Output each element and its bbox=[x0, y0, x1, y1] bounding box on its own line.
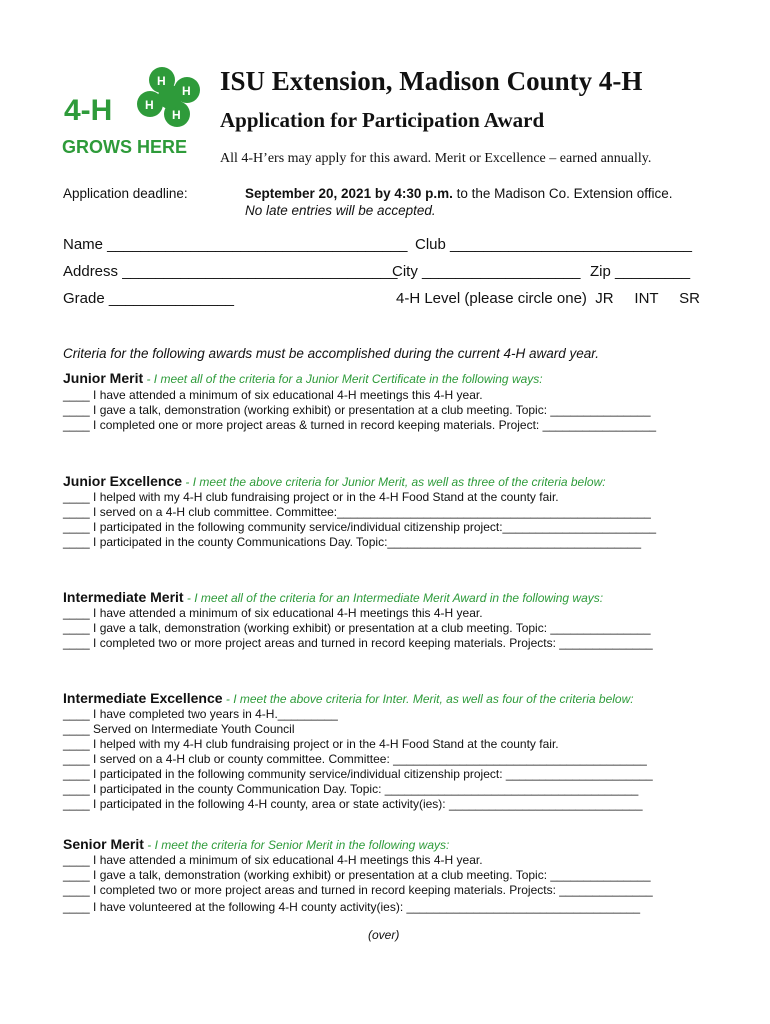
logo-tagline: GROWS HERE bbox=[62, 137, 188, 157]
svg-text:H: H bbox=[182, 84, 191, 98]
level-field[interactable]: 4-H Level (please circle one) JR INT SR bbox=[396, 290, 700, 307]
section-title: Junior Merit bbox=[63, 370, 144, 386]
section-heading-junior-merit bbox=[63, 370, 543, 386]
section-desc: - I meet all of the criteria for an Intermediate Merit Award in the following ways: bbox=[183, 591, 604, 605]
deadline-text bbox=[245, 186, 673, 201]
checklist-item[interactable]: ____ I participated in the following community service/individual citizenship project:_______________________ bbox=[63, 520, 657, 534]
checklist-item[interactable]: ____ I helped with my 4-H club fundraising project or in the 4-H Food Stand at the county fair. bbox=[63, 490, 559, 504]
logo-mark: 4-H bbox=[64, 94, 113, 127]
checklist-item[interactable]: ____ I completed two or more project areas and turned in record keeping materials. Projects: ______________ bbox=[63, 883, 653, 897]
svg-text:H: H bbox=[172, 108, 181, 122]
section-title: Intermediate Excellence bbox=[63, 690, 223, 706]
club-field[interactable]: Club _____________________________ bbox=[415, 236, 692, 253]
svg-text:H: H bbox=[157, 74, 166, 88]
section-title: Junior Excellence bbox=[63, 473, 183, 489]
4h-grows-here-logo bbox=[62, 62, 222, 157]
address-field[interactable]: Address _________________________________ bbox=[63, 263, 398, 280]
section-desc: - I meet the above criteria for Inter. Merit, as well as four of the criteria below: bbox=[222, 692, 634, 706]
section-heading-intermediate-merit bbox=[63, 589, 603, 605]
deadline-label: Application deadline: bbox=[63, 186, 188, 201]
deadline-date: September 20, 2021 by 4:30 p.m. bbox=[245, 186, 453, 201]
checklist-item[interactable]: ____ Served on Intermediate Youth Council bbox=[63, 722, 295, 736]
section-desc: - I meet all of the criteria for a Junior Merit Certificate in the following ways: bbox=[143, 372, 543, 386]
deadline-note: No late entries will be accepted. bbox=[245, 203, 436, 218]
checklist-item[interactable]: ____ I have attended a minimum of six educational 4-H meetings this 4-H year. bbox=[63, 606, 483, 620]
checklist-item[interactable]: ____ I have volunteered at the following 4-H county activity(ies): ___________________________________ bbox=[63, 900, 641, 914]
checklist-item[interactable]: ____ I completed two or more project areas and turned in record keeping materials. Projects: ______________ bbox=[63, 636, 653, 650]
zip-field[interactable]: Zip _________ bbox=[590, 263, 691, 280]
deadline-rest: to the Madison Co. Extension office. bbox=[452, 186, 673, 201]
section-desc: - I meet the criteria for Senior Merit in the following ways: bbox=[143, 838, 450, 852]
checklist-item[interactable]: ____ I gave a talk, demonstration (working exhibit) or presentation at a club meeting. Topic: _______________ bbox=[63, 868, 651, 882]
section-title: Senior Merit bbox=[63, 836, 144, 852]
page-subtitle: Application for Participation Award bbox=[220, 108, 545, 132]
section-heading-intermediate-excellence bbox=[63, 690, 634, 706]
checklist-item[interactable]: ____ I served on a 4-H club or county committee. Committee: ______________________________________ bbox=[63, 752, 647, 766]
svg-text:H: H bbox=[145, 98, 154, 112]
checklist-item[interactable]: ____ I participated in the county Communication Day. Topic: ______________________________________ bbox=[63, 782, 639, 796]
section-title: Intermediate Merit bbox=[63, 589, 184, 605]
checklist-item[interactable]: ____ I participated in the county Communications Day. Topic:______________________________________ bbox=[63, 535, 642, 549]
checklist-item[interactable]: ____ I completed one or more project areas & turned in record keeping materials. Project: _________________ bbox=[63, 418, 657, 432]
section-heading-junior-excellence bbox=[63, 473, 606, 489]
criteria-intro: Criteria for the following awards must be accomplished during the current 4-H award year. bbox=[63, 346, 599, 361]
checklist-item[interactable]: ____ I participated in the following community service/individual citizenship project: ______________________ bbox=[63, 767, 653, 781]
page-title: ISU Extension, Madison County 4-H bbox=[220, 66, 643, 96]
page-footer-over: (over) bbox=[368, 928, 400, 942]
checklist-item[interactable]: ____ I have completed two years in 4-H._________ bbox=[63, 707, 338, 721]
name-field[interactable]: Name ____________________________________ bbox=[63, 236, 408, 253]
grade-field[interactable]: Grade _______________ bbox=[63, 290, 234, 307]
section-desc: - I meet the above criteria for Junior Merit, as well as three of the criteria below: bbox=[182, 475, 606, 489]
checklist-item[interactable]: ____ I have attended a minimum of six educational 4-H meetings this 4-H year. bbox=[63, 853, 483, 867]
city-field[interactable]: City ___________________ bbox=[392, 263, 581, 280]
checklist-item[interactable]: ____ I gave a talk, demonstration (working exhibit) or presentation at a club meeting. Topic: _______________ bbox=[63, 403, 651, 417]
section-heading-senior-merit bbox=[63, 836, 449, 852]
checklist-item[interactable]: ____ I have attended a minimum of six educational 4-H meetings this 4-H year. bbox=[63, 388, 483, 402]
intro-text: All 4-H’ers may apply for this award. Merit or Excellence – earned annually. bbox=[220, 151, 652, 166]
checklist-item[interactable]: ____ I participated in the following 4-H county, area or state activity(ies): _____________________________ bbox=[63, 797, 643, 811]
clover-icon bbox=[62, 62, 222, 157]
checklist-item[interactable]: ____ I gave a talk, demonstration (working exhibit) or presentation at a club meeting. Topic: _______________ bbox=[63, 621, 651, 635]
checklist-item[interactable]: ____ I helped with my 4-H club fundraising project or in the 4-H Food Stand at the county fair. bbox=[63, 737, 559, 751]
checklist-item[interactable]: ____ I served on a 4-H club committee. Committee:_______________________________________________ bbox=[63, 505, 651, 519]
